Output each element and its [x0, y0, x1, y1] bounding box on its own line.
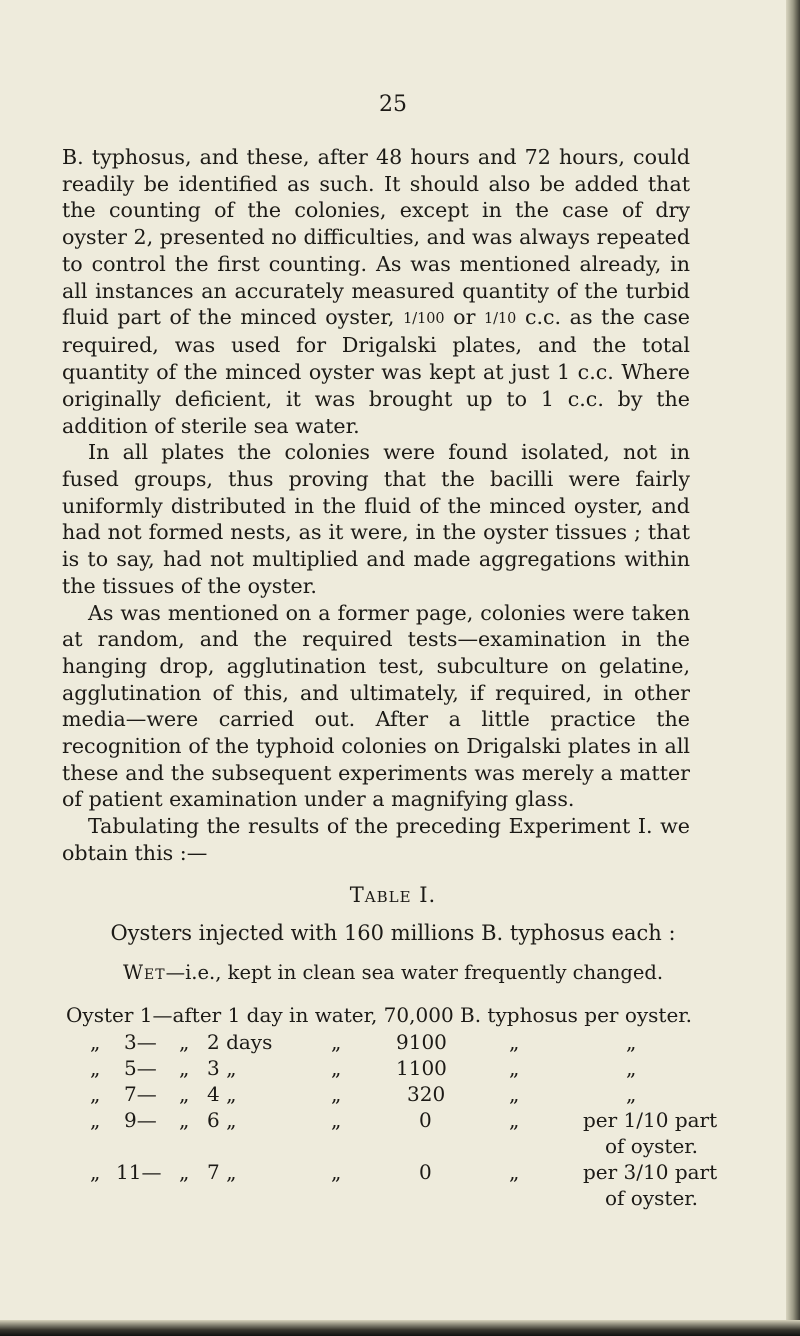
ditto-mark: „ [331, 1160, 342, 1184]
note-cell: per 1/10 part [583, 1108, 718, 1132]
body-text [62, 144, 690, 867]
fraction-one-tenth: 1/10 [484, 310, 517, 327]
paragraph-4: Tabulating the results of the preceding Experiment I. we obtain this :— [62, 814, 690, 865]
ditto-mark: „ [331, 1030, 342, 1054]
note-cell: per 3/10 part [583, 1160, 718, 1184]
days-cell: 7 „ [207, 1160, 237, 1184]
ditto-mark: „ [179, 1108, 190, 1132]
ditto-mark: „ [626, 1082, 637, 1106]
ditto-mark: „ [179, 1056, 190, 1080]
ditto-mark: „ [509, 1108, 520, 1132]
paragraph-2: In all plates the colonies were found isolated, not in fused groups, thus proving that the bacilli were fairly uniformly distributed in the fluid of the minced oyster, and had not formed nests, as it were, in the oyster tissues ; that is to say, had not multiplied and made aggregations within the tissues of the oyster. [62, 440, 690, 598]
ditto-mark: „ [509, 1160, 520, 1184]
note-continuation: of oyster. [605, 1186, 698, 1210]
count-cell: 0 [419, 1108, 432, 1132]
ditto-mark: „ [509, 1056, 520, 1080]
paragraph-3: As was mentioned on a former page, colonies were taken at random, and the required tests—examination in the hanging drop, agglutination test, subculture on gelatine, agglutination of this, and ultimately, if required, in other media—were carried out. After a little practice the recognition of the typhoid colonies on Drigalski plates in all these and the subsequent experiments was merely a matter of patient examination under a magnifying glass. [62, 600, 690, 812]
ditto-mark: „ [509, 1082, 520, 1106]
table-note [0, 961, 786, 984]
ditto-mark: „ [509, 1030, 520, 1054]
ditto-mark: „ [179, 1030, 190, 1054]
days-cell: 6 „ [207, 1108, 237, 1132]
table-row [0, 1030, 786, 1056]
table-row [0, 1056, 786, 1082]
oyster-number: 7— [124, 1082, 157, 1106]
ditto-mark: „ [626, 1056, 637, 1080]
ditto-mark: „ [90, 1160, 101, 1184]
ditto-mark: „ [90, 1082, 101, 1106]
note-continuation: of oyster. [605, 1134, 698, 1158]
paragraph-1 [62, 144, 690, 439]
oyster-number: 3— [124, 1030, 157, 1054]
table-note-label: Wet [122, 961, 166, 984]
count-cell: 0 [419, 1160, 432, 1184]
count-cell: 320 [407, 1082, 446, 1106]
paragraph-1-text-b: c.c. as the case required, was used for Drigalski plates, and the total quantity of the minced oyster was kept at just 1 c.c. Where originally deficient, it was brought up to 1 c.c. by the addition of sterile sea water. [62, 305, 690, 438]
page-edge-bottom [0, 1320, 800, 1336]
days-cell: 4 „ [207, 1082, 237, 1106]
page-number: 25 [379, 92, 407, 117]
paragraph-1-text-a: B. typhosus, and these, after 48 hours and 72 hours, could readily be identified as such. It should also be added that the counting of the colonies, except in the case of dry oyster 2, presented no difficulties, and was always repeated to control the first counting. As was mentioned already, in all instances an accurately measured quantity of the turbid fluid part of the minced oyster, [62, 145, 690, 330]
table-row [0, 1108, 786, 1134]
table-row-continuation [0, 1186, 786, 1212]
fraction-one-hundredth: 1/100 [403, 310, 445, 327]
table-subtitle: Oysters injected with 160 millions B. typhosus each : [110, 921, 676, 945]
table-note-text: —i.e., kept in clean sea water frequently changed. [165, 961, 664, 984]
ditto-mark: „ [626, 1030, 637, 1054]
ditto-mark: „ [179, 1082, 190, 1106]
paragraph-1-or: or [444, 305, 484, 330]
ditto-mark: „ [90, 1108, 101, 1132]
ditto-mark: „ [179, 1160, 190, 1184]
oyster-number: 11— [116, 1160, 162, 1184]
table-row [0, 1082, 786, 1108]
count-cell: 1100 [396, 1056, 447, 1080]
oyster-number: 9— [124, 1108, 157, 1132]
days-cell: 2 days [207, 1030, 273, 1054]
days-cell: 3 „ [207, 1056, 237, 1080]
ditto-mark: „ [90, 1030, 101, 1054]
ditto-mark: „ [331, 1108, 342, 1132]
count-cell: 9100 [396, 1030, 447, 1054]
page-edge-right [786, 0, 800, 1336]
table-row-continuation [0, 1134, 786, 1160]
table-row [0, 1160, 786, 1186]
table-first-row: Oyster 1—after 1 day in water, 70,000 B. typhosus per oyster. [66, 1003, 693, 1027]
oyster-number: 5— [124, 1056, 157, 1080]
table-title: Table I. [349, 883, 437, 907]
ditto-mark: „ [331, 1056, 342, 1080]
ditto-mark: „ [331, 1082, 342, 1106]
ditto-mark: „ [90, 1056, 101, 1080]
